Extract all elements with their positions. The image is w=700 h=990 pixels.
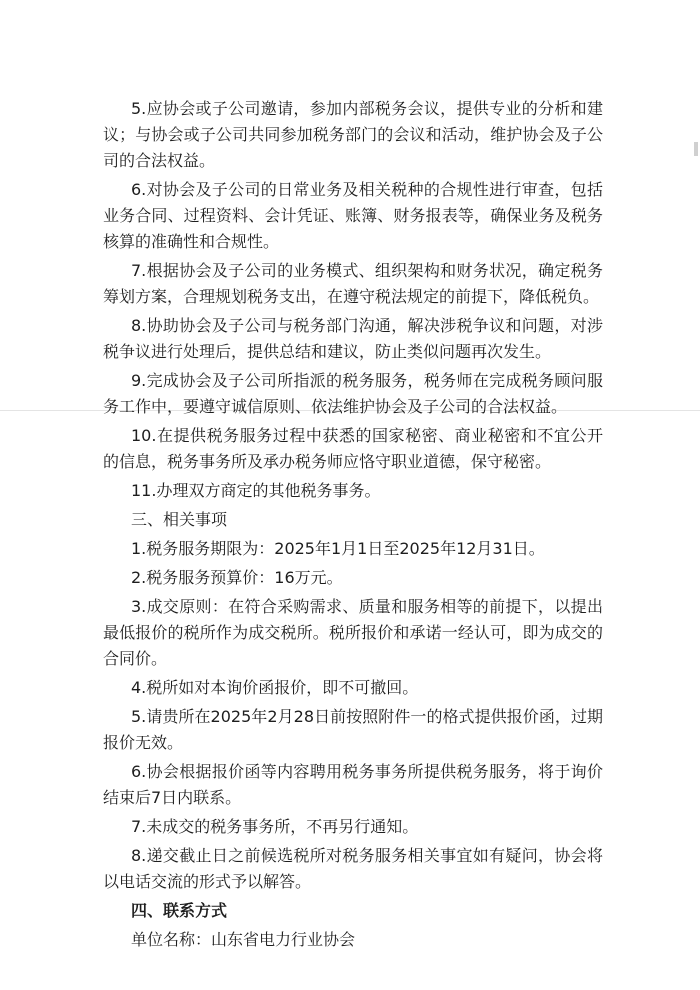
matter-item-1: 1.税务服务期限为：2025年1月1日至2025年12月31日。 — [131, 539, 545, 558]
scan-edge-mark — [694, 142, 698, 156]
matter-item-8: 8.递交截止日之前候选税所对税务服务相关事宜如有疑问，协会将以电话交流的形式予以解答。 — [103, 846, 603, 891]
duty-item-8: 8.协助协会及子公司与税务部门沟通，解决涉税争议和问题，对涉税争议进行处理后，提供总结和建议，防止类似问题再次发生。 — [103, 316, 603, 361]
matter-item-2: 2.税务服务预算价：16万元。 — [131, 568, 343, 587]
document-body — [103, 96, 603, 956]
section-heading-contact: 四、联系方式 — [131, 901, 228, 920]
matter-item-4: 4.税所如对本询价函报价，即不可撤回。 — [131, 678, 419, 697]
matter-item-7: 7.未成交的税务事务所，不再另行通知。 — [131, 817, 419, 836]
matter-item-3: 3.成交原则：在符合采购需求、质量和服务相等的前提下，以提出最低报价的税所作为成交税所。税所报价和承诺一经认可，即为成交的合同价。 — [103, 597, 603, 668]
duty-item-9: 9.完成协会及子公司所指派的税务服务，税务师在完成税务顾问服务工作中，要遵守诚信原则、依法维护协会及子公司的合法权益。 — [103, 371, 603, 416]
section-heading-related-matters: 三、相关事项 — [131, 510, 228, 529]
duty-item-7: 7.根据协会及子公司的业务模式、组织架构和财务状况，确定税务筹划方案，合理规划税务支出，在遵守税法规定的前提下，降低税负。 — [103, 261, 603, 306]
matter-item-5: 5.请贵所在2025年2月28日前按照附件一的格式提供报价函，过期报价无效。 — [103, 707, 603, 752]
matter-item-6: 6.协会根据报价函等内容聘用税务事务所提供税务服务，将于询价结束后7日内联系。 — [103, 762, 603, 807]
duty-item-10: 10.在提供税务服务过程中获悉的国家秘密、商业秘密和不宜公开的信息，税务事务所及承办税务师应恪守职业道德，保守秘密。 — [103, 426, 603, 471]
duty-item-6: 6.对协会及子公司的日常业务及相关税种的合规性进行审查，包括业务合同、过程资料、会计凭证、账簿、财务报表等，确保业务及税务核算的准确性和合规性。 — [103, 180, 603, 251]
contact-unit-name: 单位名称：山东省电力行业协会 — [131, 930, 356, 949]
duty-item-11: 11.办理双方商定的其他税务事务。 — [131, 481, 381, 500]
duty-item-5: 5.应协会或子公司邀请，参加内部税务会议，提供专业的分析和建议；与协会或子公司共同参加税务部门的会议和活动，维护协会及子公司的合法权益。 — [103, 99, 603, 170]
